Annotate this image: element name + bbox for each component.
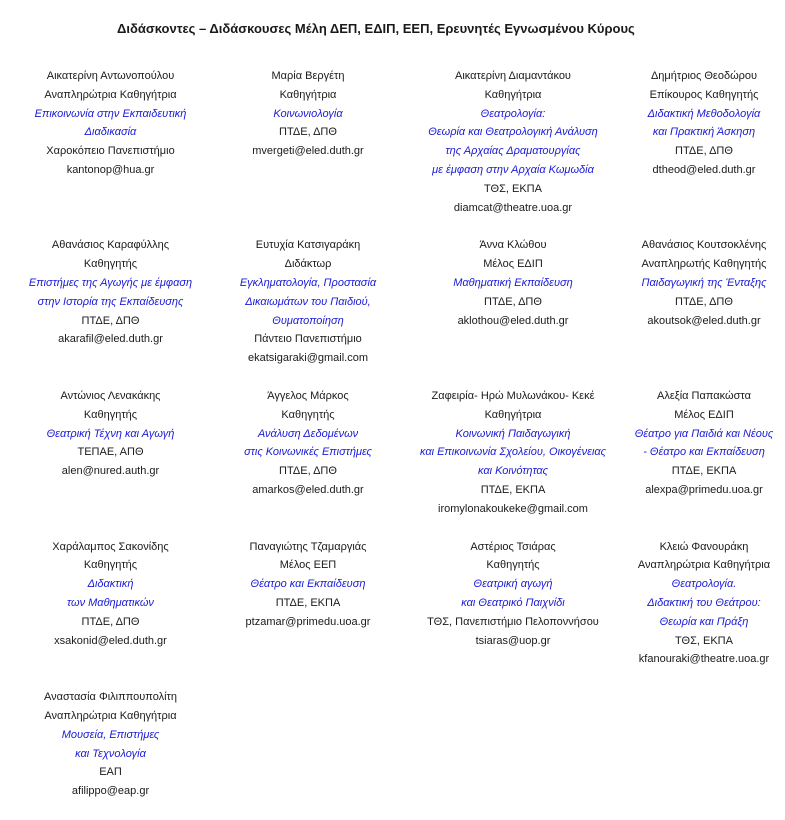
- member-affiliation: ΠΤΔΕ, ΔΠΘ: [279, 126, 337, 139]
- member-role: Καθηγήτρια: [484, 408, 542, 421]
- member-email: alexpa@primedu.uoa.gr: [645, 483, 763, 496]
- member-role: Μέλος ΕΕΠ: [279, 559, 337, 572]
- member-field: Επικοινωνία στην Εκπαιδευτική: [34, 107, 187, 120]
- member-role: Αναπληρώτρια Καθηγήτρια: [44, 709, 177, 722]
- faculty-card: [8, 67, 213, 217]
- member-affiliation: ΠΤΔΕ, ΔΠΘ: [484, 295, 542, 308]
- member-name: Αστέριος Τσιάρας: [470, 540, 556, 553]
- faculty-card: [623, 538, 785, 670]
- faculty-card: [623, 67, 785, 217]
- member-role: Καθηγητής: [281, 408, 335, 421]
- member-field: στην Ιστορία της Εκπαίδευσης: [37, 295, 184, 308]
- member-affiliation: ΠΤΔΕ, ΔΠΘ: [675, 295, 733, 308]
- member-field: με έμφαση στην Αρχαία Κωμωδία: [432, 163, 594, 176]
- member-role: Αναπληρώτρια Καθηγήτρια: [637, 559, 771, 572]
- member-field: Επιστήμες της Αγωγής με έμφαση: [28, 276, 193, 289]
- member-field: και Κοινότητας: [477, 465, 549, 478]
- member-field: Εγκληματολογία, Προστασία: [239, 276, 377, 289]
- member-name: Ευτυχία Κατσιγαράκη: [255, 239, 361, 252]
- member-affiliation: ΠΤΔΕ, ΔΠΘ: [675, 145, 733, 158]
- faculty-card: [403, 67, 623, 217]
- member-email: kantonop@hua.gr: [66, 163, 155, 176]
- member-field: Μουσεία, Επιστήμες: [61, 728, 160, 741]
- member-email: iromylonakoukeke@gmail.com: [438, 502, 588, 515]
- member-field: Κοινωνική Παιδαγωγική: [455, 427, 571, 440]
- member-field: των Μαθηματικών: [67, 596, 154, 609]
- faculty-card: [8, 387, 213, 519]
- member-affiliation: ΤΘΣ, ΕΚΠΑ: [675, 634, 733, 647]
- member-role: Αναπληρώτρια Καθηγήτρια: [44, 88, 177, 101]
- faculty-card: [213, 67, 403, 217]
- member-field: Διαδικασία: [84, 126, 137, 139]
- member-role: Μέλος ΕΔΙΠ: [483, 258, 543, 271]
- member-name: Κλειώ Φανουράκη: [659, 540, 749, 553]
- member-role: Καθηγήτρια: [484, 88, 542, 101]
- faculty-row: [8, 538, 785, 670]
- faculty-row: [8, 387, 785, 519]
- faculty-card: [403, 387, 623, 519]
- member-role: Καθηγητής: [83, 408, 138, 421]
- member-name: Αναστασία Φιλιππουπολίτη: [43, 691, 178, 704]
- member-affiliation: ΕΑΠ: [99, 766, 122, 779]
- member-affiliation: ΠΤΔΕ, ΕΚΠΑ: [480, 483, 546, 496]
- member-field: Ανάλυση Δεδομένων: [257, 427, 359, 440]
- member-affiliation: ΠΤΔΕ, ΔΠΘ: [279, 465, 337, 478]
- member-field: Θέατρο και Εκπαίδευση: [250, 578, 366, 591]
- member-name: Μαρία Βεργέτη: [271, 70, 345, 82]
- member-name: Άννα Κλώθου: [479, 239, 547, 252]
- member-name: Παναγιώτης Τζαμαργιάς: [249, 540, 367, 553]
- member-field: της Αρχαίας Δραματουργίας: [445, 145, 581, 158]
- member-role: Καθηγήτρια: [279, 88, 337, 101]
- member-affiliation: ΠΤΔΕ, ΔΠΘ: [81, 314, 140, 327]
- member-role: Επίκουρος Καθηγητής: [649, 88, 759, 101]
- faculty-row: [8, 236, 785, 368]
- page-title: Διδάσκοντες – Διδάσκουσες Μέλη ΔΕΠ, ΕΔΙΠ, ΕΕΠ, Ερευνητές Εγνωσμένου Κύρους: [117, 21, 635, 36]
- member-field: Διδακτική Μεθοδολογία: [647, 107, 761, 120]
- member-field: στις Κοινωνικές Επιστήμες: [244, 446, 372, 459]
- member-field: και Πρακτική Άσκηση: [652, 126, 756, 139]
- member-role: Καθηγητής: [83, 559, 138, 572]
- member-affiliation: ΠΤΔΕ, ΕΚΠΑ: [671, 465, 737, 478]
- member-email: ptzamar@primedu.uoa.gr: [245, 615, 371, 628]
- member-field: Δικαιωμάτων του Παιδιού,: [245, 295, 371, 308]
- member-field: και Τεχνολογία: [75, 747, 146, 760]
- faculty-card: [623, 387, 785, 519]
- faculty-card: [403, 236, 623, 368]
- member-field: Θεατρική αγωγή: [473, 578, 553, 591]
- member-field: Κοινωνιολογία: [273, 107, 343, 120]
- member-email: afilippo@eap.gr: [71, 785, 150, 798]
- member-role: Καθηγητής: [486, 559, 540, 572]
- member-field: Θέατρο για Παιδιά και Νέους: [634, 427, 774, 440]
- member-email: diamcat@theatre.uoa.gr: [453, 201, 573, 214]
- member-affiliation: Πάντειο Πανεπιστήμιο: [254, 333, 362, 346]
- member-field: Θεατρολογία:: [480, 107, 546, 120]
- member-email: alen@nured.auth.gr: [61, 465, 160, 478]
- member-field: Παιδαγωγική της Ένταξης: [641, 276, 767, 289]
- member-name: Αικατερίνη Διαμαντάκου: [455, 70, 571, 82]
- member-name: Αικατερίνη Αντωνοπούλου: [46, 70, 175, 82]
- member-name: Δημήτριος Θεοδώρου: [650, 70, 758, 82]
- member-field: Θεωρία και Θεατρολογική Ανάλυση: [428, 126, 598, 139]
- member-role: Διδάκτωρ: [284, 258, 332, 271]
- faculty-card: [8, 538, 213, 670]
- member-email: akoutsok@eled.duth.gr: [647, 314, 761, 327]
- faculty-card: [213, 538, 403, 670]
- member-email: ekatsigaraki@gmail.com: [248, 352, 368, 365]
- member-name: Χαράλαμπος Σακονίδης: [52, 540, 169, 553]
- member-email: amarkos@eled.duth.gr: [252, 483, 364, 496]
- member-field: Διδακτική του Θεάτρου:: [647, 596, 761, 609]
- member-name: Άγγελος Μάρκος: [267, 389, 349, 402]
- member-role: Αναπληρωτής Καθηγητής: [641, 258, 767, 271]
- member-name: Ζαφειρία- Ηρώ Μυλωνάκου- Κεκέ: [431, 389, 595, 402]
- faculty-card: [623, 236, 785, 368]
- member-email: dtheod@eled.duth.gr: [652, 163, 756, 176]
- member-affiliation: ΤΕΠΑΕ, ΑΠΘ: [77, 446, 144, 459]
- member-email: tsiaras@uop.gr: [475, 634, 551, 647]
- member-field: Θεατρική Τέχνη και Αγωγή: [46, 427, 175, 440]
- member-email: akarafil@eled.duth.gr: [58, 333, 163, 346]
- member-role: Μέλος ΕΔΙΠ: [674, 408, 734, 421]
- member-field: Θεωρία και Πράξη: [659, 615, 749, 628]
- member-name: Αλεξία Παπακώστα: [657, 389, 751, 402]
- member-field: Μαθηματική Εκπαίδευση: [453, 276, 573, 289]
- faculty-card: [213, 387, 403, 519]
- member-email: aklothou@eled.duth.gr: [457, 314, 569, 327]
- faculty-card: [213, 236, 403, 368]
- member-field: Θεατρολογία.: [671, 578, 737, 591]
- member-field: και Θεατρικό Παιχνίδι: [461, 596, 565, 609]
- member-email: xsakonid@eled.duth.gr: [54, 634, 167, 647]
- faculty-card: [8, 236, 213, 368]
- member-name: Αθανάσιος Καραφύλλης: [51, 239, 170, 252]
- member-name: Αντώνιος Λενακάκης: [60, 389, 161, 402]
- member-affiliation: ΠΤΔΕ, ΕΚΠΑ: [275, 596, 341, 609]
- member-affiliation: ΠΤΔΕ, ΔΠΘ: [81, 615, 140, 628]
- member-field: Θυματοποίηση: [272, 314, 344, 327]
- member-field: και Επικοινωνία Σχολείου, Οικογένειας: [419, 446, 607, 459]
- member-email: kfanouraki@theatre.uoa.gr: [638, 653, 770, 666]
- faculty-grid: [8, 67, 785, 820]
- member-role: Καθηγητής: [83, 258, 138, 271]
- member-name: Αθανάσιος Κουτσοκλένης: [641, 239, 767, 252]
- member-affiliation: ΤΘΣ, Πανεπιστήμιο Πελοποννήσου: [427, 615, 599, 628]
- faculty-row: [8, 67, 785, 217]
- member-email: mvergeti@eled.duth.gr: [252, 145, 364, 158]
- member-field: Διδακτική: [87, 578, 134, 591]
- member-field: - Θέατρο και Εκπαίδευση: [643, 446, 765, 459]
- member-affiliation: Χαροκόπειο Πανεπιστήμιο: [46, 145, 175, 158]
- faculty-card: [403, 538, 623, 670]
- member-affiliation: ΤΘΣ, ΕΚΠΑ: [484, 182, 542, 195]
